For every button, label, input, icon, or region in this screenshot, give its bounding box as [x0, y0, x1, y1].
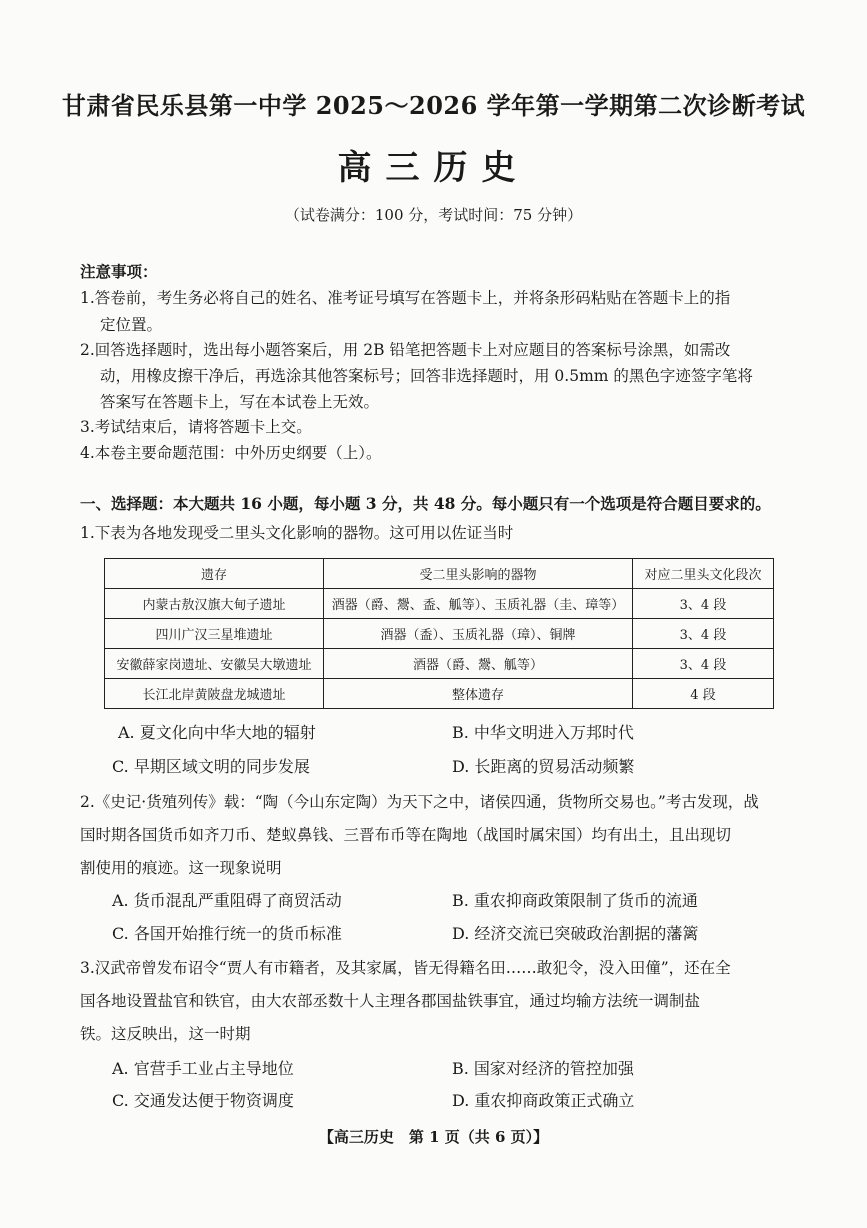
- exam-meta: （试卷满分：100 分，考试时间：75 分钟）: [284, 206, 583, 224]
- q3-option-a: A. 官营手工业占主导地位: [112, 1059, 294, 1078]
- q2-line: 2.《史记·货殖列传》载：“陶（今山东定陶）为天下之中，诸侯四通，货物所交易也。”考古发现，战: [80, 793, 759, 811]
- q3-option-d: D. 重农抑商政策正式确立: [452, 1091, 635, 1110]
- artifact-table: [104, 558, 774, 709]
- question-1-stem: 1.下表为各地发现受二里头文化影响的器物。这可用以佐证当时: [80, 524, 514, 542]
- q2-option-d: D. 经济交流已突破政治割据的藩篱: [452, 924, 699, 943]
- table-header: 受二里头影响的器物: [324, 559, 633, 589]
- q3-option-c: C. 交通发达便于物资调度: [112, 1091, 294, 1110]
- table-row: [105, 619, 774, 649]
- table-cell: 安徽薛家岗遗址、安徽吴大墩遗址: [105, 649, 324, 679]
- notice-heading: 注意事项：: [80, 262, 158, 281]
- table-row: [105, 679, 774, 709]
- table-row: [105, 589, 774, 619]
- table-cell: 3、4 段: [633, 649, 774, 679]
- q2-line: 国时期各国货币如齐刀币、楚蚁鼻钱、三晋布币等在陶地（战国时属宋国）均有出土，且出现切: [80, 826, 732, 844]
- exam-title: 甘肃省民乐县第一中学 2025～2026 学年第一学期第二次诊断考试: [61, 91, 806, 120]
- notice-item: 动，用橡皮擦干净后，再选涂其他答案标号；回答非选择题时，用 0.5mm 的黑色字迹签字笔将: [100, 367, 753, 385]
- table-cell: 内蒙古敖汉旗大甸子遗址: [105, 589, 324, 619]
- q2-option-c: C. 各国开始推行统一的货币标准: [112, 924, 342, 943]
- table-row: [105, 649, 774, 679]
- table-cell: 3、4 段: [633, 619, 774, 649]
- notice-item: 3.考试结束后，请将答题卡上交。: [80, 418, 312, 436]
- table-cell: 酒器（爵、鬶、盉、觚等）、玉质礼器（圭、璋等）: [324, 589, 633, 619]
- q1-option-b: B. 中华文明进入万邦时代: [452, 723, 634, 742]
- table-header-row: [105, 559, 774, 589]
- q1-option-a: A. 夏文化向中华大地的辐射: [118, 723, 316, 742]
- page-footer: 【高三历史 第 1 页（共 6 页）】: [318, 1128, 549, 1146]
- section-heading: 一、选择题：本大题共 16 小题，每小题 3 分，共 48 分。每小题只有一个选项是符合题目要求的。: [80, 494, 771, 513]
- q2-option-a: A. 货币混乱严重阻碍了商贸活动: [112, 891, 342, 910]
- table-cell: 长江北岸黄陂盘龙城遗址: [105, 679, 324, 709]
- q2-option-b: B. 重农抑商政策限制了货币的流通: [452, 891, 698, 910]
- table-header: 遗存: [105, 559, 324, 589]
- q3-line: 国各地设置盐官和铁官，由大农部丞数十人主理各郡国盐铁事宜，通过均输方法统一调制盐: [80, 992, 701, 1010]
- notice-item: 1.答卷前，考生务必将自己的姓名、准考证号填写在答题卡上，并将条形码粘贴在答题卡上的指: [80, 289, 731, 307]
- q3-option-b: B. 国家对经济的管控加强: [452, 1059, 634, 1078]
- table-cell: 酒器（爵、鬶、觚等）: [324, 649, 633, 679]
- q3-line: 3.汉武帝曾发布诏令“贾人有市籍者，及其家属，皆无得籍名田……敢犯令，没入田僮”，还在全: [80, 959, 731, 977]
- table-cell: 酒器（盉）、玉质礼器（璋）、铜牌: [324, 619, 633, 649]
- q2-line: 割使用的痕迹。这一现象说明: [80, 859, 282, 877]
- table-cell: 四川广汉三星堆遗址: [105, 619, 324, 649]
- q3-line: 铁。这反映出，这一时期: [80, 1025, 251, 1043]
- table-cell: 整体遗存: [324, 679, 633, 709]
- table-cell: 3、4 段: [633, 589, 774, 619]
- q1-option-d: D. 长距离的贸易活动频繁: [452, 757, 635, 776]
- notice-item: 定位置。: [100, 316, 163, 334]
- notice-item: 答案写在答题卡上，写在本试卷上无效。: [100, 393, 380, 411]
- q1-option-c: C. 早期区域文明的同步发展: [112, 757, 310, 776]
- notice-item: 4.本卷主要命题范围：中外历史纲要（上）。: [80, 444, 382, 462]
- table-cell: 4 段: [633, 679, 774, 709]
- notice-item: 2.回答选择题时，选出每小题答案后，用 2B 铅笔把答题卡上对应题目的答案标号涂黑，如需改: [80, 341, 731, 359]
- subject-title: 高三历史: [337, 148, 530, 188]
- table-header: 对应二里头文化段次: [633, 559, 774, 589]
